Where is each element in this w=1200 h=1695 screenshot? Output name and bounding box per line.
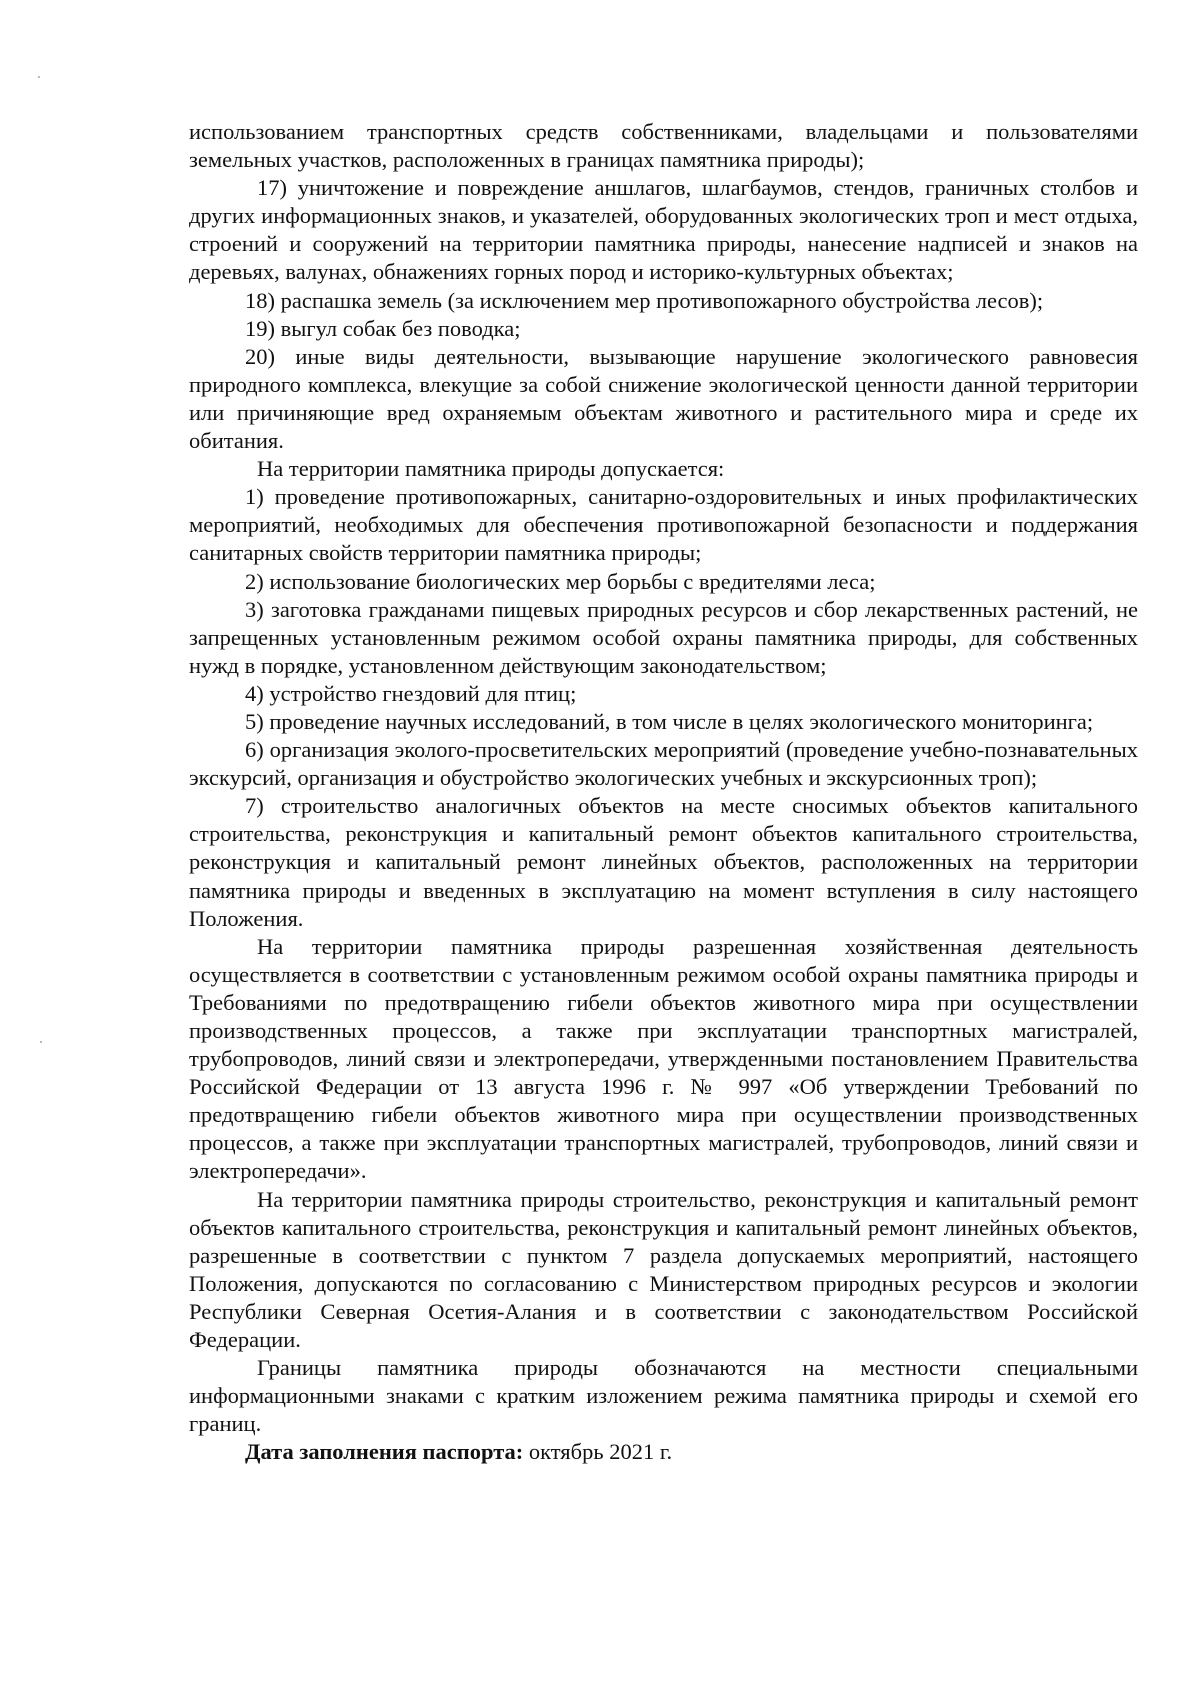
scan-speck	[40, 1041, 42, 1043]
paragraph-construction: На территории памятника природы строительство, реконструкция и капитальный ремонт объектов капитального строительства, реконструкция и капитальный ремонт линейных объектов, разрешенные в соответствии с пунктом 7 раздела допускаемых мероприятий, настоящего Положения, допускаются по согласованию с Министерством природных ресурсов и экологии Республики Северная Осетия-Алания и в соответствии с законодательством Российской Федерации.	[189, 1186, 1138, 1353]
passport-date-label: Дата заполнения паспорта:	[245, 1439, 524, 1465]
scan-speck	[38, 76, 40, 78]
passport-date-value: октябрь 2021 г.	[523, 1439, 673, 1465]
allowed-item-5: 5) проведение научных исследований, в том числе в целях экологического мониторинга;	[245, 708, 1094, 734]
list-item-19: 19) выгул собак без поводка;	[245, 315, 521, 341]
document-page	[189, 118, 1138, 1467]
section-heading-allowed: На территории памятника природы допускается:	[257, 456, 725, 482]
allowed-item-1: 1) проведение противопожарных, санитарно-оздоровительных и иных профилактических мероприятий, необходимых для обеспечения противопожарной безопасности и поддержания санитарных свойств территории памятника природы;	[189, 484, 1138, 566]
allowed-item-6: 6) организация эколого-просветительских мероприятий (проведение учебно-познавательных экскурсий, организация и обустройство экологических учебных и экскурсионных троп);	[189, 737, 1138, 791]
allowed-item-7: 7) строительство аналогичных объектов на месте сносимых объектов капитального строительства, реконструкция и капитальный ремонт объектов капитального строительства, реконструкция и капитальный ремонт линейных объектов, расположенных на территории памятника природы и введенных в эксплуатацию на момент вступления в силу настоящего Положения.	[189, 793, 1138, 931]
list-item-20: 20) иные виды деятельности, вызывающие нарушение экологического равновесия природного комплекса, влекущие за собой снижение экологической ценности данной территории или причиняющие вред охраняемым объектам животного и растительного мира и среде их обитания.	[189, 343, 1138, 454]
list-item-18: 18) распашка земель (за исключением мер противопожарного обустройства лесов);	[245, 287, 1044, 313]
paragraph-economic-activity: На территории памятника природы разрешенная хозяйственная деятельность осуществляется в соответствии с установленным режимом особой охраны памятника природы и Требованиями по предотвращению гибели объектов животного мира при осуществлении производственных процессов, а также при эксплуатации транспортных магистралей, трубопроводов, линий связи и электропередачи, утвержденными постановлением Правительства Российской Федерации от 13 августа 1996 г. № 997 «Об утверждении Требований по предотвращению гибели объектов животного мира при осуществлении производственных процессов, а также при эксплуатации транспортных магистралей, трубопроводов, линий связи и электропередачи».	[189, 933, 1138, 1184]
passport-date	[189, 1438, 1138, 1466]
allowed-item-3: 3) заготовка гражданами пищевых природных ресурсов и сбор лекарственных растений, не запрещенных установленным режимом особой охраны памятника природы, для собственных нужд в порядке, установленном действующим законодательством;	[189, 596, 1138, 678]
allowed-item-2: 2) использование биологических мер борьбы с вредителями леса;	[245, 568, 876, 594]
allowed-item-4: 4) устройство гнездовий для птиц;	[245, 680, 577, 706]
paragraph: использованием транспортных средств собственниками, владельцами и пользователями земельных участков, расположенных в границах памятника природы);	[189, 119, 1138, 173]
list-item-17: 17) уничтожение и повреждение аншлагов, шлагбаумов, стендов, граничных столбов и других информационных знаков, и указателей, оборудованных экологических троп и мест отдыха, строений и сооружений на территории памятника природы, нанесение надписей и знаков на деревьях, валунах, обнажениях горных пород и историко-культурных объектах;	[189, 175, 1138, 285]
paragraph-boundaries: Границы памятника природы обозначаются на местности специальными информационными знаками с кратким изложением режима памятника природы и схемой его границ.	[189, 1355, 1138, 1437]
